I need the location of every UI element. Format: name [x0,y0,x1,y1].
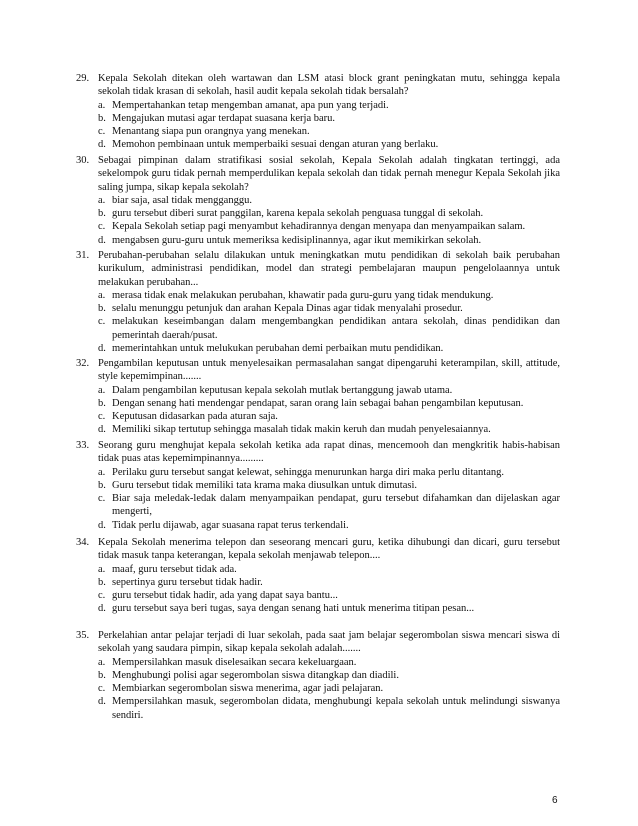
question-text: Perkelahian antar pelajar terjadi di luar sekolah, pada saat jam belajar segerombolan siswa mencari siswa di sekolah yang saudara pimpin, sikap kepala sekolah adalah....... [98,630,560,655]
question-31 [76,249,560,355]
question-32 [76,357,560,437]
option-c: c. Kepala Sekolah setiap pagi menyambut kehadirannya dengan menyapa dan menyampaikan salam. [98,221,526,233]
option-b: b. guru tersebut diberi surat panggilan, karena kepala sekolah penguasa tunggal di sekolah. [98,208,484,220]
option-a: a. Dalam pengambilan keputusan kepala sekolah mutlak bertanggung jawab utama. [98,384,453,396]
option-b: b. Guru tersebut tidak memiliki tata krama maka diusulkan untuk dimutasi. [98,479,418,491]
question-number: 29. [76,73,90,84]
option-a: a. biar saja, asal tidak mengganggu. [98,194,252,206]
option-c: c. Menantang siapa pun orangnya yang menekan. [98,126,310,138]
option-d: d. memerintahkan untuk melukukan perubahan demi perbaikan mutu pendidikan. [98,343,444,355]
option-d: d. Tidak perlu dijawab, agar suasana rapat terus terkendali. [98,519,349,531]
option-b: b. Menghubungi polisi agar segerombolan siswa ditangkap dan diadili. [98,669,399,681]
question-30 [76,154,560,247]
page-number: 6 [552,795,558,806]
question-text: Sebagai pimpinan dalam stratifikasi sosial sekolah, Kepala Sekolah adalah tingkatan tertinggi, ada sekelompok guru tidak pernah memperdulikan kepala sekolah dan tidak pernah menegur Kepala Sekolah jika saling jumpa, sikap kepala sekolah? [98,155,560,193]
question-35 [76,629,560,722]
question-text: Seorang guru menghujat kepala sekolah ketika ada rapat dinas, mencemooh dan mengkritik habis-habisan tidak puas atas kepemimpinannya......... [98,440,560,465]
question-text: Pengambilan keputusan untuk menyelesaikan permasalahan sangat dipengaruhi keterampilan, skill, attitude, style kepemimpinan....... [98,358,560,383]
option-d: d. Memohon pembinaan untuk memperbaiki sesuai dengan aturan yang berlaku. [98,139,439,151]
question-34 [76,536,560,616]
option-b: b. sepertinya guru tersebut tidak hadir. [98,576,263,588]
question-text: Kepala Sekolah menerima telepon dan seseorang mencari guru, ketika dihubungi dan dicari, guru tersebut tidak masuk tanpa keterangan, kepala sekolah menjawab telepon.... [98,537,560,562]
question-number: 33. [76,440,90,451]
option-b: b. Mengajukan mutasi agar terdapat suasana kerja baru. [98,112,336,124]
question-text: Kepala Sekolah ditekan oleh wartawan dan LSM atasi block grant peningkatan mutu, sehingga kepala sekolah tidak krasan di sekolah, hasil audit kepala sekolah tidak bersalah? [98,73,560,98]
option-c: c. melakukan keseimbangan dalam mengembangkan pendidikan antara sekolah, dinas pendidikan dan pemerintah daerah/pusat. [98,316,560,341]
option-b: b. Dengan senang hati mendengar pendapat, saran orang lain sebagai bahan pengambilan keputusan. [98,397,524,409]
option-d: d. guru tersebut saya beri tugas, saya dengan senang hati untuk menerima titipan pesan... [98,603,475,615]
option-c: c. guru tersebut tidak hadir, ada yang dapat saya bantu... [98,590,338,602]
option-a: a. Mempersilahkan masuk diselesaikan secara kekeluargaan. [98,656,357,668]
question-33 [76,439,560,532]
option-c: c. Keputusan didasarkan pada aturan saja. [98,411,278,423]
question-number: 31. [76,250,90,261]
question-number: 34. [76,537,90,548]
option-c: c. Biar saja meledak-ledak dalam menyampaikan pendapat, guru tersebut difahamkan dan dijelaskan agar mengerti, [98,493,560,518]
option-d: d. mengabsen guru-guru untuk memeriksa kedisiplinannya, agar ikut memikirkan sekolah. [98,234,482,246]
option-c: c. Membiarkan segerombolan siswa menerima, agar jadi pelajaran. [98,683,384,695]
option-a: a. Perilaku guru tersebut sangat kelewat, sehingga menurunkan harga diri maka perlu ditantang. [98,466,504,478]
question-29 [76,72,560,152]
option-b: b. selalu menunggu petunjuk dan arahan Kepala Dinas agar tidak menyalahi prosedur. [98,303,463,315]
option-d: d. Mempersilahkan masuk, segerombolan didata, menghubungi kepala sekolah untuk melindungi siswanya sendiri. [98,696,560,721]
option-a: a. Mempertahankan tetap mengemban amanat, apa pun yang terjadi. [98,99,389,111]
option-d: d. Memiliki sikap tertutup sehingga masalah tidak makin keruh dan mudah penyelesaiannya. [98,424,491,436]
question-text: Perubahan-perubahan selalu dilakukan untuk meningkatkan mutu pendidikan di sekolah baik perubahan kurikulum, administrasi pendidikan, model dan strategi pembelajaran maupun pengelolaannya untuk melakukan perubahan... [98,250,560,288]
option-a: a. merasa tidak enak melakukan perubahan, khawatir pada guru-guru yang tidak mendukung. [98,289,494,301]
option-a: a. maaf, guru tersebut tidak ada. [98,563,237,575]
question-number: 32. [76,358,90,369]
question-number: 35. [76,630,90,641]
question-number: 30. [76,155,90,166]
